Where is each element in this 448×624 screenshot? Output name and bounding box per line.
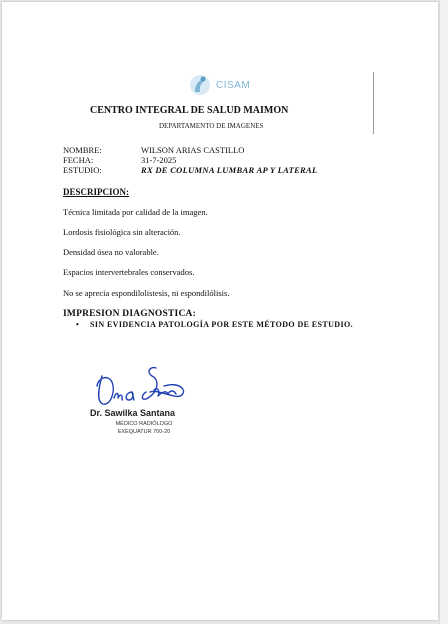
handwritten-signature <box>94 362 194 410</box>
study-value: RX DE COLUMNA LUMBAR AP Y LATERAL <box>141 165 318 175</box>
impression-item-text: SIN EVIDENCIA PATOLOGÍA POR ESTE MÉTODO DE ESTUDIO. <box>90 320 353 329</box>
description-line: Técnica limitada por calidad de la imagen. <box>63 207 208 217</box>
signer-name: Dr. Sawilka Santana <box>90 408 176 418</box>
study-row <box>63 165 317 175</box>
clinic-logo <box>186 72 256 102</box>
description-line: Espacios intervertebrales conservados. <box>63 267 195 277</box>
logo-text: CISAM <box>216 80 251 91</box>
organization-name: CENTRO INTEGRAL DE SALUD MAIMON <box>90 105 289 116</box>
signer-exequatur: EXEQUATUR 700-20 <box>117 429 171 435</box>
date-row <box>63 155 176 165</box>
description-line: No se aprecia espondilolistesis, ni espondilólisis. <box>63 288 230 298</box>
date-label: FECHA: <box>63 155 94 165</box>
description-heading: DESCRIPCION: <box>63 187 130 197</box>
clinic-logo-icon <box>186 72 216 100</box>
impression-item <box>76 320 353 329</box>
signer-title: MÉDICO RADIÓLOGO <box>115 421 173 427</box>
patient-name-value: WILSON ARIAS CASTILLO <box>141 145 245 155</box>
bullet-icon: • <box>76 320 80 329</box>
report-page <box>2 2 438 620</box>
impression-heading: IMPRESION DIAGNOSTICA: <box>63 309 196 319</box>
vertical-scrollbar[interactable] <box>439 0 448 624</box>
patient-name-label: NOMBRE: <box>63 145 102 155</box>
study-label: ESTUDIO: <box>63 165 102 175</box>
description-line: Lordosis fisiológica sin alteración. <box>63 227 181 237</box>
patient-name-row <box>63 145 244 155</box>
department-name: DEPARTAMENTO DE IMAGENES <box>159 122 264 130</box>
description-line: Densidad ósea no valorable. <box>63 247 159 257</box>
header-divider <box>373 72 374 134</box>
date-value: 31-7-2025 <box>141 155 177 165</box>
